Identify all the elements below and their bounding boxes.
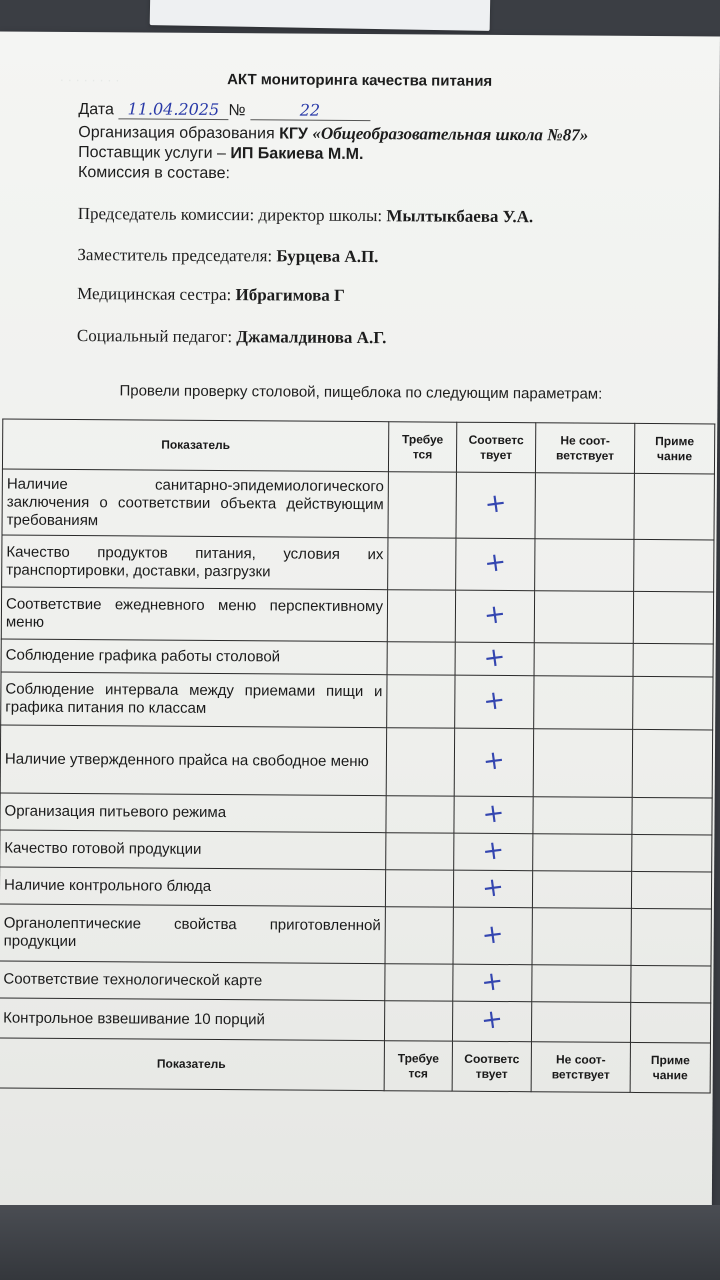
matches-cell	[454, 728, 533, 797]
supplier-name: ИП Бакиева М.М.	[230, 145, 364, 164]
note-cell	[632, 729, 712, 798]
required-cell	[385, 964, 453, 1001]
not-matches-cell	[535, 473, 634, 540]
commission-name: Бурцева А.П.	[276, 246, 379, 267]
check-mark: +	[479, 918, 506, 951]
date-value: 11.04.2025	[118, 99, 228, 120]
required-cell	[385, 907, 453, 964]
commission-name: Ибрагимова Г	[235, 285, 345, 305]
organization-label: Организация образования	[78, 124, 275, 143]
required-cell	[386, 796, 454, 833]
table-row	[0, 793, 712, 835]
commission-role: Председатель комиссии: директор школы:	[77, 204, 383, 226]
note-cell	[632, 797, 712, 835]
header-matches: Соответс твует	[456, 422, 535, 473]
document-sheet	[0, 31, 720, 1216]
parameter-cell: Соблюдение графика работы столовой	[1, 639, 387, 675]
check-mark: +	[480, 834, 507, 867]
not-matches-cell	[532, 871, 631, 909]
not-matches-cell	[533, 797, 632, 835]
table-row	[0, 867, 712, 909]
header-matches: Соответс твует	[452, 1041, 531, 1092]
organization-prefix: КГУ	[279, 125, 308, 143]
check-mark: +	[480, 797, 507, 830]
commission-member	[77, 326, 387, 348]
table-footer-header-row	[0, 1038, 710, 1093]
check-mark: +	[481, 641, 508, 674]
matches-cell	[452, 1001, 531, 1042]
table-row	[0, 725, 712, 798]
organization-line	[78, 122, 588, 146]
parameter-cell: Органолептические свойства приготовленной продукции	[0, 904, 385, 964]
header-required: Требуе тся	[388, 422, 456, 472]
parameter-cell: Наличие утвержденного прайса на свободное меню	[0, 725, 386, 796]
required-cell	[388, 538, 456, 590]
parameter-cell: Качество продуктов питания, условия их транспортировки, доставки, разгрузки	[2, 535, 388, 590]
table-row	[1, 672, 713, 730]
check-mark: +	[479, 965, 506, 998]
not-matches-cell	[535, 539, 634, 592]
commission-member	[77, 245, 378, 267]
matches-cell	[453, 964, 532, 1002]
matches-cell	[456, 472, 535, 539]
note-cell	[634, 473, 714, 540]
commission-member	[78, 204, 534, 227]
table-header-row	[2, 419, 714, 474]
note-cell	[633, 643, 713, 677]
table-row	[1, 587, 713, 644]
parameter-cell: Соответствие технологической карте	[0, 961, 385, 1001]
date-label: Дата	[78, 101, 114, 119]
parameter-cell: Соблюдение интервала между приемами пищи и графика питания по классам	[1, 672, 387, 728]
not-matches-cell	[532, 965, 631, 1003]
document-title: АКТ мониторинга качества питания	[227, 71, 493, 90]
matches-cell	[455, 642, 534, 676]
not-matches-cell	[533, 729, 632, 798]
commission-label: Комиссия в составе:	[77, 164, 231, 183]
table-row	[0, 961, 711, 1003]
not-matches-cell	[534, 676, 633, 730]
table-row	[0, 904, 711, 966]
check-mark: +	[479, 1003, 505, 1037]
note-cell	[631, 965, 711, 1003]
number-label: №	[228, 102, 246, 120]
not-matches-cell	[533, 834, 632, 872]
note-cell	[631, 908, 711, 966]
header-note: Приме чание	[630, 1042, 710, 1093]
commission-role: Социальный педагог:	[76, 326, 233, 347]
commission-role: Медицинская сестра:	[77, 284, 232, 305]
parameter-cell: Качество готовой продукции	[0, 830, 386, 870]
background-paper-edge	[150, 0, 491, 31]
note-cell	[633, 676, 713, 730]
commission-name: Джамалдинова А.Г.	[236, 327, 387, 348]
header-note: Приме чание	[634, 423, 714, 474]
matches-cell	[455, 675, 534, 729]
check-mark: +	[480, 871, 506, 904]
required-cell	[387, 675, 455, 728]
not-matches-cell	[532, 908, 631, 966]
date-line	[78, 99, 370, 121]
check-mark: +	[482, 546, 509, 580]
header-not-matches: Не соот- ветствует	[535, 423, 634, 474]
matches-cell	[454, 833, 533, 871]
desk-surface	[0, 1205, 720, 1280]
table-row	[0, 998, 711, 1043]
header-not-matches: Не соот- ветствует	[531, 1042, 630, 1093]
note-cell	[631, 871, 711, 909]
inspection-table	[0, 419, 715, 1094]
required-cell	[386, 833, 454, 870]
required-cell	[384, 1001, 452, 1041]
header-required: Требуе тся	[384, 1041, 452, 1091]
required-cell	[388, 472, 456, 538]
matches-cell	[455, 590, 534, 643]
organization-name: «Общеобразовательная школа №87»	[312, 123, 589, 145]
note-cell	[634, 539, 714, 592]
matches-cell	[456, 538, 535, 591]
not-matches-cell	[531, 1002, 630, 1043]
required-cell	[386, 728, 454, 796]
parameter-cell: Наличие контрольного блюда	[0, 867, 386, 907]
matches-cell	[454, 796, 533, 834]
check-mark: +	[481, 744, 507, 778]
supplier-line	[78, 144, 363, 164]
parameter-cell: Соответствие ежедневного меню перспективному меню	[1, 587, 387, 642]
inspection-intro: Провели проверку столовой, пищеблока по следующим параметрам:	[119, 382, 603, 403]
parameter-cell: Контрольное взвешивание 10 порций	[0, 998, 385, 1041]
supplier-label: Поставщик услуги –	[78, 144, 226, 163]
matches-cell	[453, 870, 532, 908]
table-row	[2, 535, 714, 592]
required-cell	[387, 642, 455, 675]
number-value: 22	[250, 100, 370, 121]
matches-cell	[453, 907, 532, 965]
parameter-cell: Организация питьевого режима	[0, 793, 386, 833]
note-cell	[632, 834, 712, 872]
table-row	[1, 639, 713, 677]
table-row	[0, 830, 712, 872]
commission-name: Мылтыкбаева У.А.	[386, 206, 534, 227]
table-row	[2, 469, 714, 540]
header-parameter: Показатель	[2, 419, 388, 472]
bleed-through-text: · · · · · · · ·	[59, 71, 120, 88]
not-matches-cell	[534, 643, 633, 677]
commission-role: Заместитель председателя:	[77, 245, 273, 266]
check-mark: +	[481, 684, 508, 717]
check-mark: +	[482, 598, 508, 632]
header-parameter: Показатель	[0, 1038, 384, 1091]
required-cell	[385, 870, 453, 907]
note-cell	[630, 1002, 710, 1043]
check-mark: +	[482, 487, 509, 521]
note-cell	[633, 591, 713, 644]
not-matches-cell	[534, 591, 633, 644]
commission-member	[77, 284, 345, 306]
parameter-cell: Наличие санитарно-эпидемиологического заключения о соответствии объекта действующим требованиям	[2, 469, 388, 538]
required-cell	[387, 590, 455, 642]
